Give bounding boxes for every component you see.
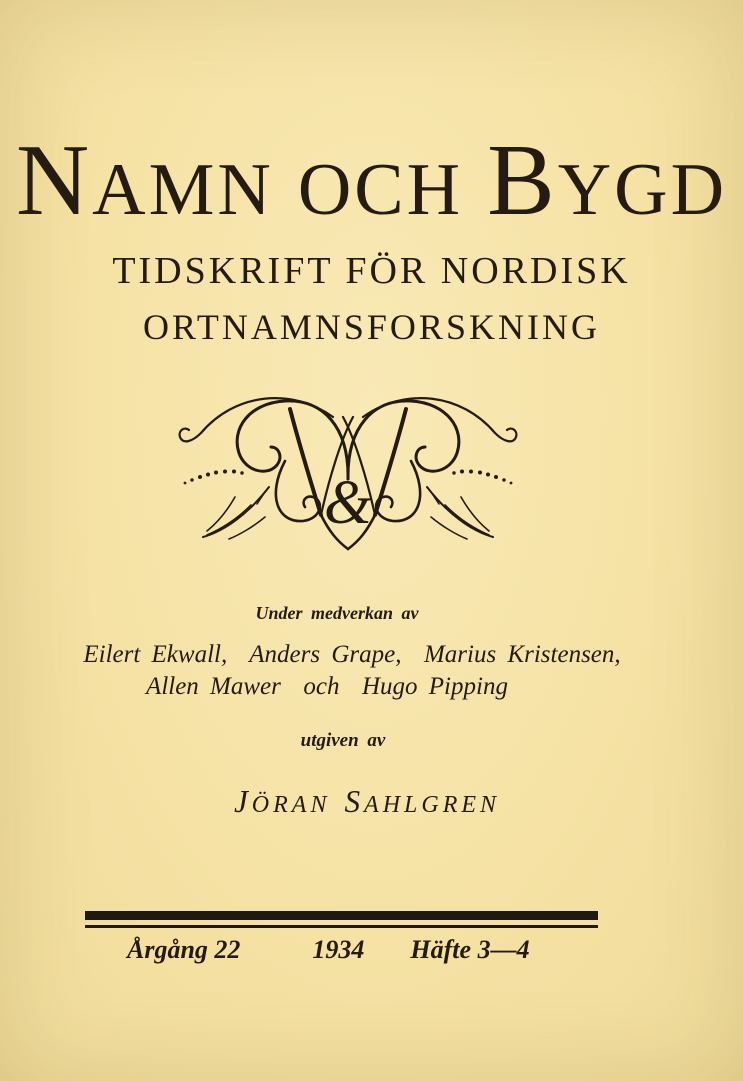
title-word-bygd: BYGD	[487, 124, 728, 236]
journal-title	[0, 124, 743, 236]
contributors-heading: Under medverkan av	[255, 603, 419, 623]
editor-first-name: JÖRAN	[233, 784, 331, 819]
editor-heading: utgiven av	[300, 730, 386, 751]
nb-monogram-ornament	[173, 383, 523, 559]
rule-thick-line	[85, 911, 598, 920]
journal-subtitle-line1: TIDSKRIFT FÖR NORDISK	[112, 250, 631, 292]
rule-thin-line	[85, 925, 598, 928]
journal-subtitle-line2: ORTNAMNSFORSKNING	[143, 307, 600, 347]
title-word-och: OCH	[297, 149, 464, 231]
volume-label: Årgång 22	[127, 935, 241, 964]
double-rule	[85, 911, 598, 928]
issue-line	[127, 937, 530, 963]
editor-name	[187, 762, 507, 841]
editor-last-name: SAHLGREN	[344, 784, 501, 819]
monogram-flourish-icon	[173, 383, 523, 559]
title-word-namn: NAMN	[15, 124, 274, 236]
year-label: 1934	[312, 935, 365, 964]
contributors-line1: Eilert Ekwall, Anders Grape, Marius Kristensen,	[83, 641, 621, 668]
issue-number-label: Häfte 3—4	[410, 935, 530, 964]
contributors-line2: Allen Mawer och Hugo Pipping	[146, 673, 508, 700]
ampersand-glyph: &	[323, 469, 373, 537]
